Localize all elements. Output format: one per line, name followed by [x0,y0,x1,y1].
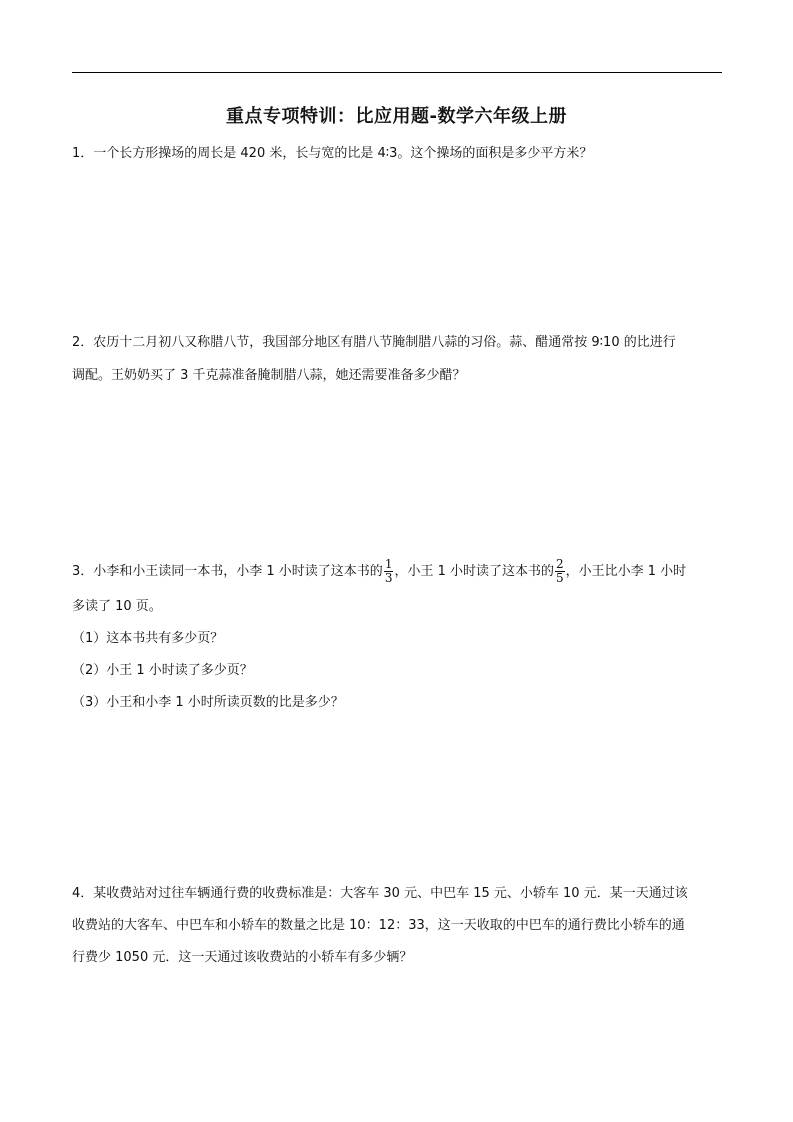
question-1: 1．一个长方形操场的周长是 420 米，长与宽的比是 4∶3。这个操场的面积是多少平方米？ [72,146,593,161]
fraction-2-denominator: 5 [556,571,564,585]
question-3-text-b: ，小王 1 小时读了这本书的 [394,564,554,579]
fraction-two-fifths [555,558,565,585]
question-3-sub-1: （1）这本书共有多少页？ [72,631,224,646]
question-3-text-c: ，小王比小李 1 小时 [565,564,687,579]
fraction-one-third [384,558,394,585]
fraction-2-numerator: 2 [556,557,564,571]
question-3-sub-3: （3）小王和小李 1 小时所读页数的比是多少？ [72,695,344,710]
question-2-line-2: 调配。王奶奶买了 3 千克蒜准备腌制腊八蒜，她还需要准备多少醋？ [72,368,466,383]
fraction-1-denominator: 3 [384,571,393,585]
question-2-line-1: 2．农历十二月初八又称腊八节，我国部分地区有腊八节腌制腊八蒜的习俗。蒜、醋通常按 9∶10 的比进行 [72,335,676,350]
fraction-1-numerator: 1 [384,557,393,571]
question-3-text-a: 3．小李和小王读同一本书，小李 1 小时读了这本书的 [72,564,383,579]
question-3-sub-2: （2）小王 1 小时读了多少页？ [72,663,253,678]
question-3-line-2: 多读了 10 页。 [72,599,162,614]
page-title: 重点专项特训：比应用题-数学六年级上册 [226,106,567,127]
question-4-line-1: 4．某收费站对过往车辆通行费的收费标准是：大客车 30 元、中巴车 15 元、小轿车 10 元．某一天通过该 [72,886,688,901]
question-3-line-1 [72,557,686,587]
question-4-line-2: 收费站的大客车、中巴车和小轿车的数量之比是 10：12：33，这一天收取的中巴车的通行费比小轿车的通 [72,918,685,933]
header-rule [72,72,722,73]
question-4-line-3: 行费少 1050 元．这一天通过该收费站的小轿车有多少辆？ [72,950,413,965]
